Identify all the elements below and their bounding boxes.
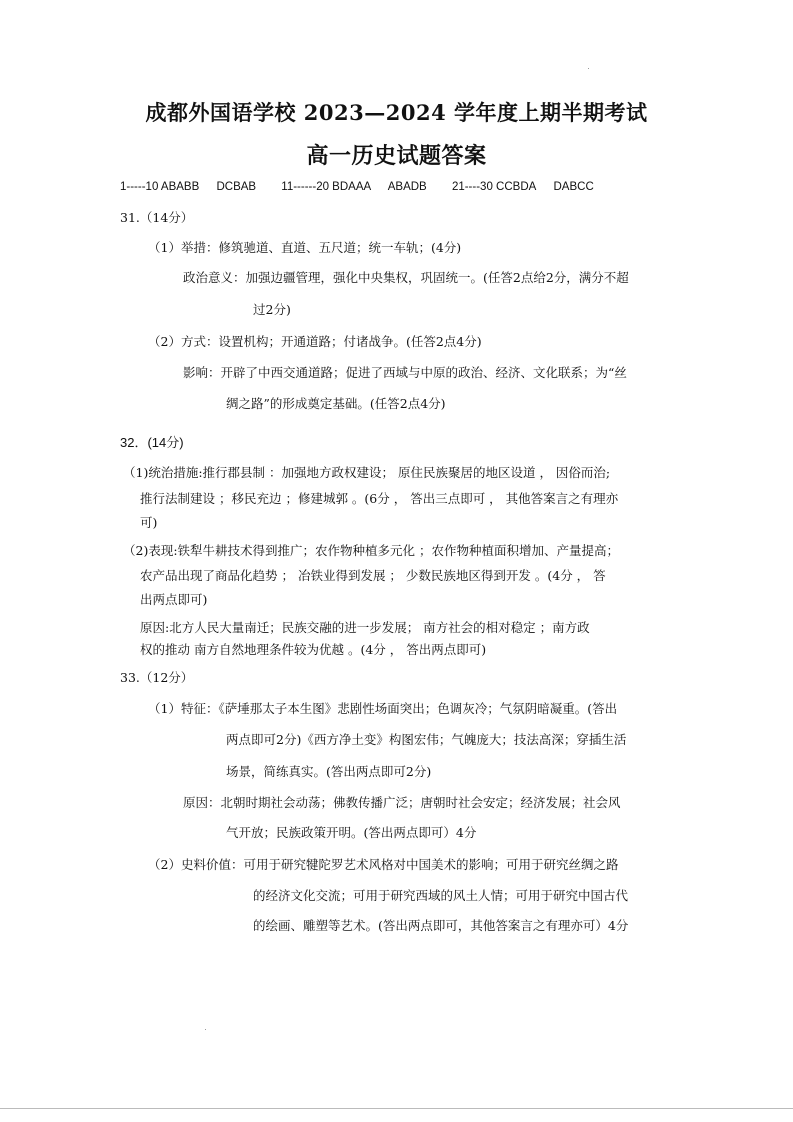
q31-line-2: 政治意义：加强边疆管理，强化中央集权，巩固统一。(任答2点给2分，满分不超 — [183, 270, 629, 285]
q31-line-1: （1）举措：修筑驰道、直道、五尺道；统一车轨；(4分) — [148, 240, 462, 255]
page-title: 成都外国语学校 2023—2024 学年度上期半期考试 — [145, 100, 648, 125]
mc-group-4: ABADB — [387, 181, 427, 193]
q32-line-4: （2)表现:铁犁牛耕技术得到推广；农作物种植多元化 ；农作物种植面积增加、产量提高； — [123, 543, 620, 558]
mc-group-5: 21----30 CCBDA — [451, 181, 537, 193]
q32-line-1: （1)统治措施:推行郡县制 ：加强地方政权建设； 原住民族聚居的地区设道 ， 因俗而治; — [123, 465, 611, 480]
q31-line-5: 影响：开辟了中西交通道路；促进了西域与中原的政治、经济、文化联系；为“丝 — [183, 365, 627, 380]
q32-line-3: 可) — [140, 515, 158, 530]
multiple-choice-answers — [120, 181, 608, 193]
q33-line-6: （2）史料价值：可用于研究犍陀罗艺术风格对中国美术的影响；可用于研究丝绸之路 — [148, 857, 619, 872]
q32-heading: 32．(14分) — [120, 435, 184, 450]
scan-dot — [588, 68, 589, 69]
q33-line-7: 的经济文化交流；可用于研究西域的风土人情；可用于研究中国古代 — [253, 888, 629, 903]
q32-line-8: 权的推动 南方自然地理条件较为优越 。(4分 ， 答出两点即可) — [140, 642, 487, 657]
q33-line-1: （1）特征：《萨埵那太子本生图》悲剧性场面突出；色调灰冷；气氛阴暗凝重。(答出 — [148, 701, 618, 716]
q32-line-2: 推行法制建设 ；移民充边 ；修建城郭 。(6分 ， 答出三点即可 ， 其他答案言之有理亦 — [140, 491, 619, 506]
q32-line-6: 出两点即可) — [140, 592, 208, 607]
mc-group-3: 11------20 BDAAA — [281, 181, 372, 193]
scan-dot — [205, 1029, 206, 1030]
q33-line-8: 的绘画、雕塑等艺术。(答出两点即可，其他答案言之有理亦可）4分 — [253, 918, 629, 933]
q33-line-5: 气开放；民族政策开明。(答出两点即可）4分 — [226, 825, 477, 840]
q31-line-3: 过2分) — [253, 302, 291, 317]
mc-group-2: DCBAB — [216, 181, 257, 193]
page-bottom-rule — [0, 1108, 793, 1109]
q32-line-7: 原因:北方人民大量南迁；民族交融的进一步发展； 南方社会的相对稳定 ；南方政 — [140, 620, 590, 635]
q31-line-6: 绸之路”的形成奠定基础。(任答2点4分) — [226, 396, 446, 411]
q31-heading: 31.（14分） — [120, 210, 194, 225]
q32-line-5: 农产品出现了商品化趋势 ； 冶铁业得到发展 ； 少数民族地区得到开发 。(4分 ， 答 — [140, 568, 606, 583]
q31-line-4: （2）方式：设置机构；开通道路；付诸战争。(任答2点4分) — [148, 334, 482, 349]
q33-line-4: 原因：北朝时期社会动荡；佛教传播广泛；唐朝时社会安定；经济发展；社会风 — [183, 795, 621, 810]
mc-group-1: 1-----10 ABABB — [120, 181, 200, 193]
mc-group-6: DABCC — [553, 181, 594, 193]
q33-line-3: 场景，简练真实。(答出两点即可2分) — [226, 764, 432, 779]
q33-heading: 33.（12分） — [120, 670, 194, 685]
q33-line-2: 两点即可2分)《西方净土变》构图宏伟；气魄庞大；技法高深；穿插生活 — [226, 732, 627, 747]
page-subtitle: 高一历史试题答案 — [306, 143, 487, 169]
